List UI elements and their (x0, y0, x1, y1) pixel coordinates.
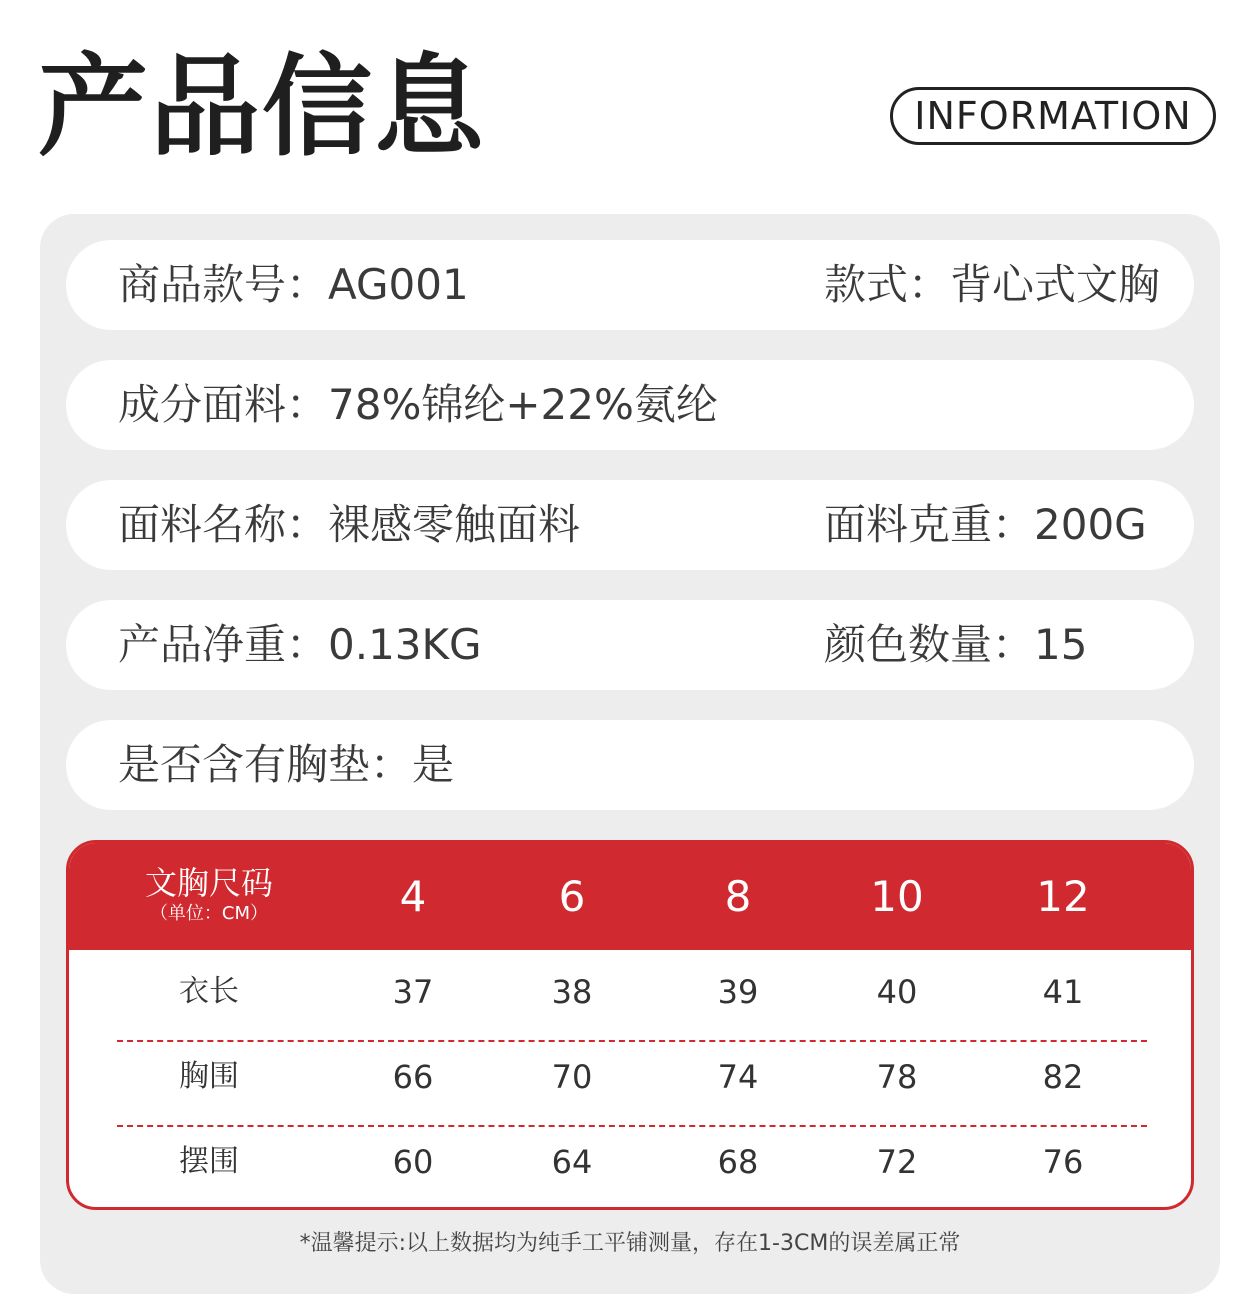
info-panel (40, 214, 1220, 1294)
table-cell: 38 (551, 973, 593, 1011)
measurement-note: *温馨提示:以上数据均为纯手工平铺测量，存在1-3CM的误差属正常 (299, 1231, 961, 1256)
size-table (66, 840, 1194, 1210)
info-row-composition (66, 360, 1194, 450)
table-cell: 37 (392, 973, 434, 1011)
size-header-cell: 6 (558, 872, 586, 921)
table-row (69, 1120, 1191, 1204)
size-table-header (69, 843, 1191, 950)
table-cell: 64 (551, 1143, 593, 1181)
table-cell: 66 (392, 1058, 434, 1096)
info-color-count: 颜色数量：15 (824, 620, 1088, 669)
size-header-cell: 4 (399, 872, 427, 921)
info-fabric-name: 面料名称：裸感零触面料 (118, 500, 581, 549)
size-header-label (139, 863, 279, 925)
row-label-length: 衣长 (179, 974, 239, 1009)
table-cell: 76 (1042, 1143, 1084, 1181)
table-cell: 40 (876, 973, 918, 1011)
size-header-cell: 12 (1036, 872, 1090, 921)
table-cell: 39 (717, 973, 759, 1011)
info-style: 款式：背心式文胸 (824, 260, 1161, 309)
info-chest-pad: 是否含有胸垫：是 (118, 740, 455, 789)
table-row (69, 1035, 1191, 1119)
info-row-pad (66, 720, 1194, 810)
info-net-weight: 产品净重：0.13KG (118, 620, 482, 669)
table-cell: 60 (392, 1143, 434, 1181)
table-cell: 72 (876, 1143, 918, 1181)
table-row (69, 950, 1191, 1034)
info-row-model (66, 240, 1194, 330)
information-badge: INFORMATION (890, 87, 1216, 145)
size-header-title: 文胸尺码 (144, 864, 273, 902)
table-cell: 78 (876, 1058, 918, 1096)
row-label-chest: 胸围 (179, 1059, 239, 1094)
info-model-number: 商品款号：AG001 (118, 260, 469, 309)
size-header-cell: 10 (870, 872, 924, 921)
info-fabric-weight: 面料克重：200G (824, 500, 1147, 549)
size-header-unit: （单位：CM） (149, 903, 269, 924)
table-cell: 74 (717, 1058, 759, 1096)
table-cell: 68 (717, 1143, 759, 1181)
table-cell: 70 (551, 1058, 593, 1096)
size-header-cell: 8 (724, 872, 752, 921)
table-cell: 41 (1042, 973, 1084, 1011)
row-label-hem: 摆围 (179, 1144, 239, 1179)
page-title: 产品信息 (38, 43, 486, 171)
info-row-weight (66, 600, 1194, 690)
table-cell: 82 (1042, 1058, 1084, 1096)
info-row-fabric (66, 480, 1194, 570)
info-composition: 成分面料：78%锦纶+22%氨纶 (118, 380, 718, 429)
